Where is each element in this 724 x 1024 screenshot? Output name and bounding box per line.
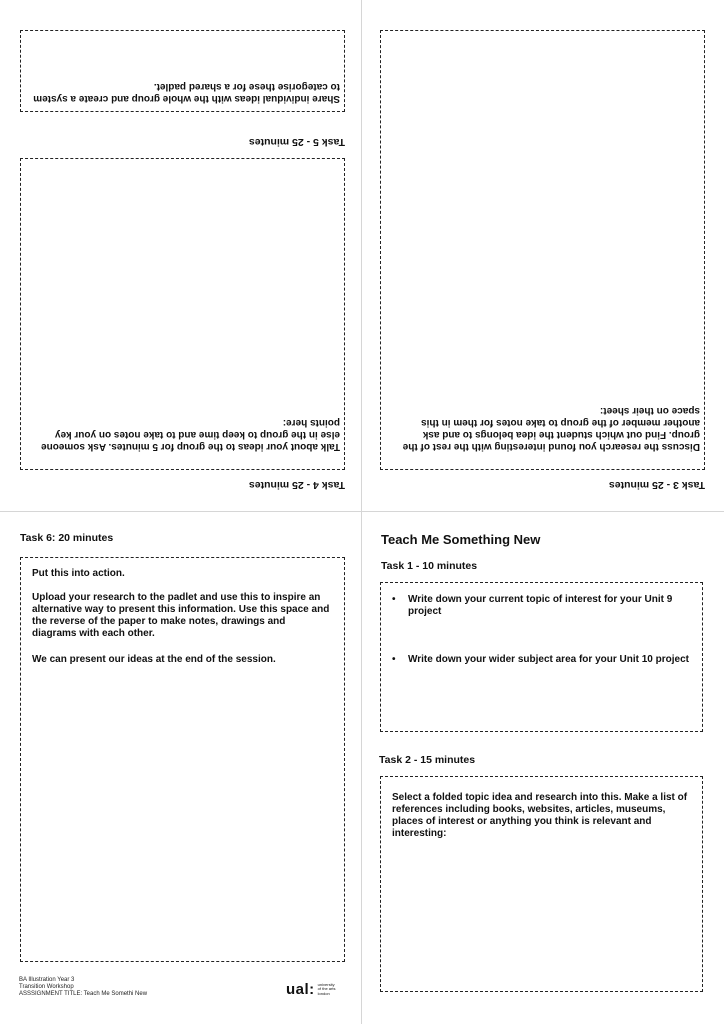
task6-heading: Task 6: 20 minutes (20, 532, 114, 544)
vertical-fold-line (361, 0, 362, 1024)
task1-bullet-1 (392, 594, 692, 618)
task4-heading: Task 4 - 25 minutes (248, 479, 345, 491)
task1-bullet-2-text: Write down your wider subject area for your Unit 10 project (408, 654, 689, 665)
task3-box-text: Discuss the research you found interesting with the rest of the group. Find out which student the idea belongs to and ask another member of the group to take notes for them in this space on their sheet: (402, 405, 700, 452)
logo-line-2: of the arts (317, 986, 336, 992)
task6-paragraph-1: Put this into action. (32, 568, 125, 579)
ual-logo (286, 981, 335, 998)
footer-assignment-title: ASSSIGNMENT TITLE: Teach Me Somethi New (19, 991, 148, 997)
task3-heading: Task 3 - 25 minutes (608, 479, 705, 491)
task2-text: Select a folded topic idea and research into this. Make a list of references including books, websites, articles, museums, places of interest or anything you think is relevant and interesting: (392, 792, 688, 839)
logo-line-1: university (317, 981, 335, 987)
bullet-icon: • (392, 654, 396, 665)
task2-heading: Task 2 - 15 minutes (379, 754, 476, 766)
task6-paragraph-2: Upload your research to the padlet and use this to inspire an alternative way to present this information. Use this space and the reverse of the paper to make notes, drawings and diagrams with each other. (32, 592, 330, 639)
bullet-icon: • (392, 594, 396, 605)
task5-box-text: Share individual ideas with the whole group and create a system to categorise these for a shared padlet. (33, 81, 340, 104)
footer-info (19, 977, 147, 998)
horizontal-fold-line (0, 511, 724, 512)
task1-heading: Task 1 - 10 minutes (381, 560, 478, 572)
task4-box-text: Talk about your ideas to the group for 5 minutes. Ask someone else in the group to keep time and to take notes on your key points here: (41, 417, 340, 452)
task5-heading: Task 5 - 25 minutes (248, 136, 345, 148)
page-title: Teach Me Something New (381, 532, 541, 547)
task1-bullet-1-text: Write down your current topic of interest for your Unit 9 project (408, 594, 673, 617)
task6-paragraph-3: We can present our ideas at the end of the session. (32, 654, 276, 665)
ual-logo-mark: ual: (286, 981, 315, 998)
task1-bullet-2 (392, 654, 692, 666)
footer-workshop: Transition Workshop (19, 984, 74, 990)
footer-course: BA Illustration Year 3 (19, 977, 75, 983)
ual-logo-text (318, 983, 336, 997)
logo-line-3: london (317, 990, 330, 996)
